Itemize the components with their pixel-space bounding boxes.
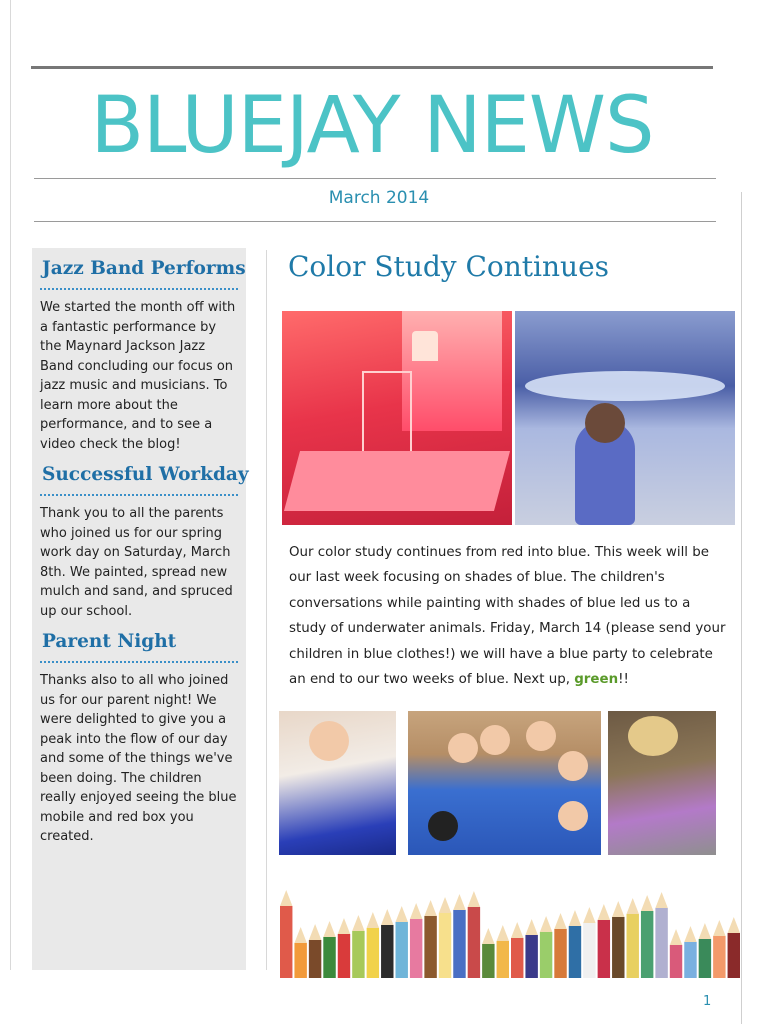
sidebar-section-parent-night [32,621,246,847]
sidebar-heading: Parent Night [42,631,177,652]
pencil-body [713,936,725,978]
sidebar-section-jazz [32,248,246,454]
issue-date: March 2014 [328,188,430,208]
pencil-tip [598,904,610,920]
pencil-tip [396,906,408,922]
sidebar-text: We started the month off with a fantastic performance by the Maynard Jackson Jazz Band concluding our focus on jazz music and musicians. To learn more about the performance, and to see a video check the blog! [40,300,236,452]
article-ending: !! [618,672,629,688]
pencil-body [569,926,581,978]
pencil-tip [655,892,667,908]
masthead-divider [34,178,716,179]
pencil-tip [309,924,321,940]
page-edge-left [10,0,11,970]
pencil-tip [583,907,595,923]
pencil-body [583,923,595,978]
blue-projection-photo [515,311,735,525]
pencil-body [612,917,624,978]
pencil-body [540,932,552,978]
pencil-tip [540,916,552,932]
pencil-tip [352,915,364,931]
pencil-body [323,937,335,978]
pencil-tip [627,898,639,914]
pencil-tip [525,919,537,935]
pencil-tip [468,891,480,907]
pencil-tip [338,918,350,934]
pencil-tip [280,890,292,906]
pencil-body [424,916,436,978]
pencil-body [511,938,523,978]
pencil-body [525,935,537,978]
article-body [289,540,729,692]
pencil-tip [670,929,682,945]
pencil-tip [323,921,335,937]
masthead-title: BLUEJAY NEWS [90,81,654,171]
sidebar-heading: Jazz Band Performs [42,258,246,279]
pencil-tip [684,926,696,942]
pencil-tip [410,903,422,919]
sidebar [32,248,249,970]
pencil-body [641,911,653,978]
highlight-word: green [574,672,619,688]
pencil-body [598,920,610,978]
colored-pencils-image [279,870,741,978]
column-divider [266,250,267,970]
pencil-body [439,913,451,978]
article-body-text: Our color study continues from red into blue. This week will be our last week focusing on shades of blue. The children's conversations while painting with shades of blue led us to a study of underwater animals. Friday, March 14 (please send your children in blue clothes!) we will have a blue party to celebrate an end to our two weeks of blue. Next up, [289,545,726,688]
pencil-body [396,922,408,978]
sidebar-section-workday [32,454,249,621]
pencil-body [453,910,465,978]
pencil-tip [482,928,494,944]
pencil-body [309,940,321,978]
article-title: Color Study Continues [288,250,610,283]
masthead-top-rule [31,66,713,69]
child-painting-photo [279,711,396,855]
pencil-body [670,945,682,978]
child-outdoor-photo [608,711,716,855]
date-divider [34,221,716,222]
pencil-body [352,931,364,978]
sidebar-heading: Successful Workday [42,464,249,485]
pencil-body [627,914,639,978]
pencil-tip [381,909,393,925]
pencil-tip [511,922,523,938]
pencil-tip [569,910,581,926]
pencil-tip [497,925,509,941]
pencil-body [468,907,480,978]
pencil-tip [424,900,436,916]
pencil-body [381,925,393,978]
pencil-body [728,933,740,978]
pencil-body [655,908,667,978]
pencil-tip [713,920,725,936]
sidebar-text: Thanks also to all who joined us for our parent night! We were delighted to give you a peak into the flow of our day and some of the things we've been doing. The children really enjoyed seeing the blue mobile and red box you created. [40,673,237,844]
page-edge-right [741,192,742,1024]
pencil-body [699,939,711,978]
red-room-photo [282,311,512,525]
pencil-tip [699,923,711,939]
group-painting-photo [408,711,601,855]
pencil-body [482,944,494,978]
pencil-tip [554,913,566,929]
pencil-body [497,941,509,978]
pencil-body [684,942,696,978]
pencil-body [338,934,350,978]
pencil-tip [439,897,451,913]
pencil-tip [641,895,653,911]
pencil-tip [728,917,740,933]
pencil-body [294,943,306,978]
pencil-body [554,929,566,978]
page-number: 1 [703,994,712,1009]
pencil-tip [367,912,379,928]
pencil-body [410,919,422,978]
pencil-body [280,906,292,978]
sidebar-text: Thank you to all the parents who joined us for our spring work day on Saturday, March 8th. We painted, spread new mulch and sand, and spruced up our school. [40,506,233,619]
pencil-tip [453,894,465,910]
pencil-tip [612,901,624,917]
pencil-tip [294,927,306,943]
pencil-body [367,928,379,978]
